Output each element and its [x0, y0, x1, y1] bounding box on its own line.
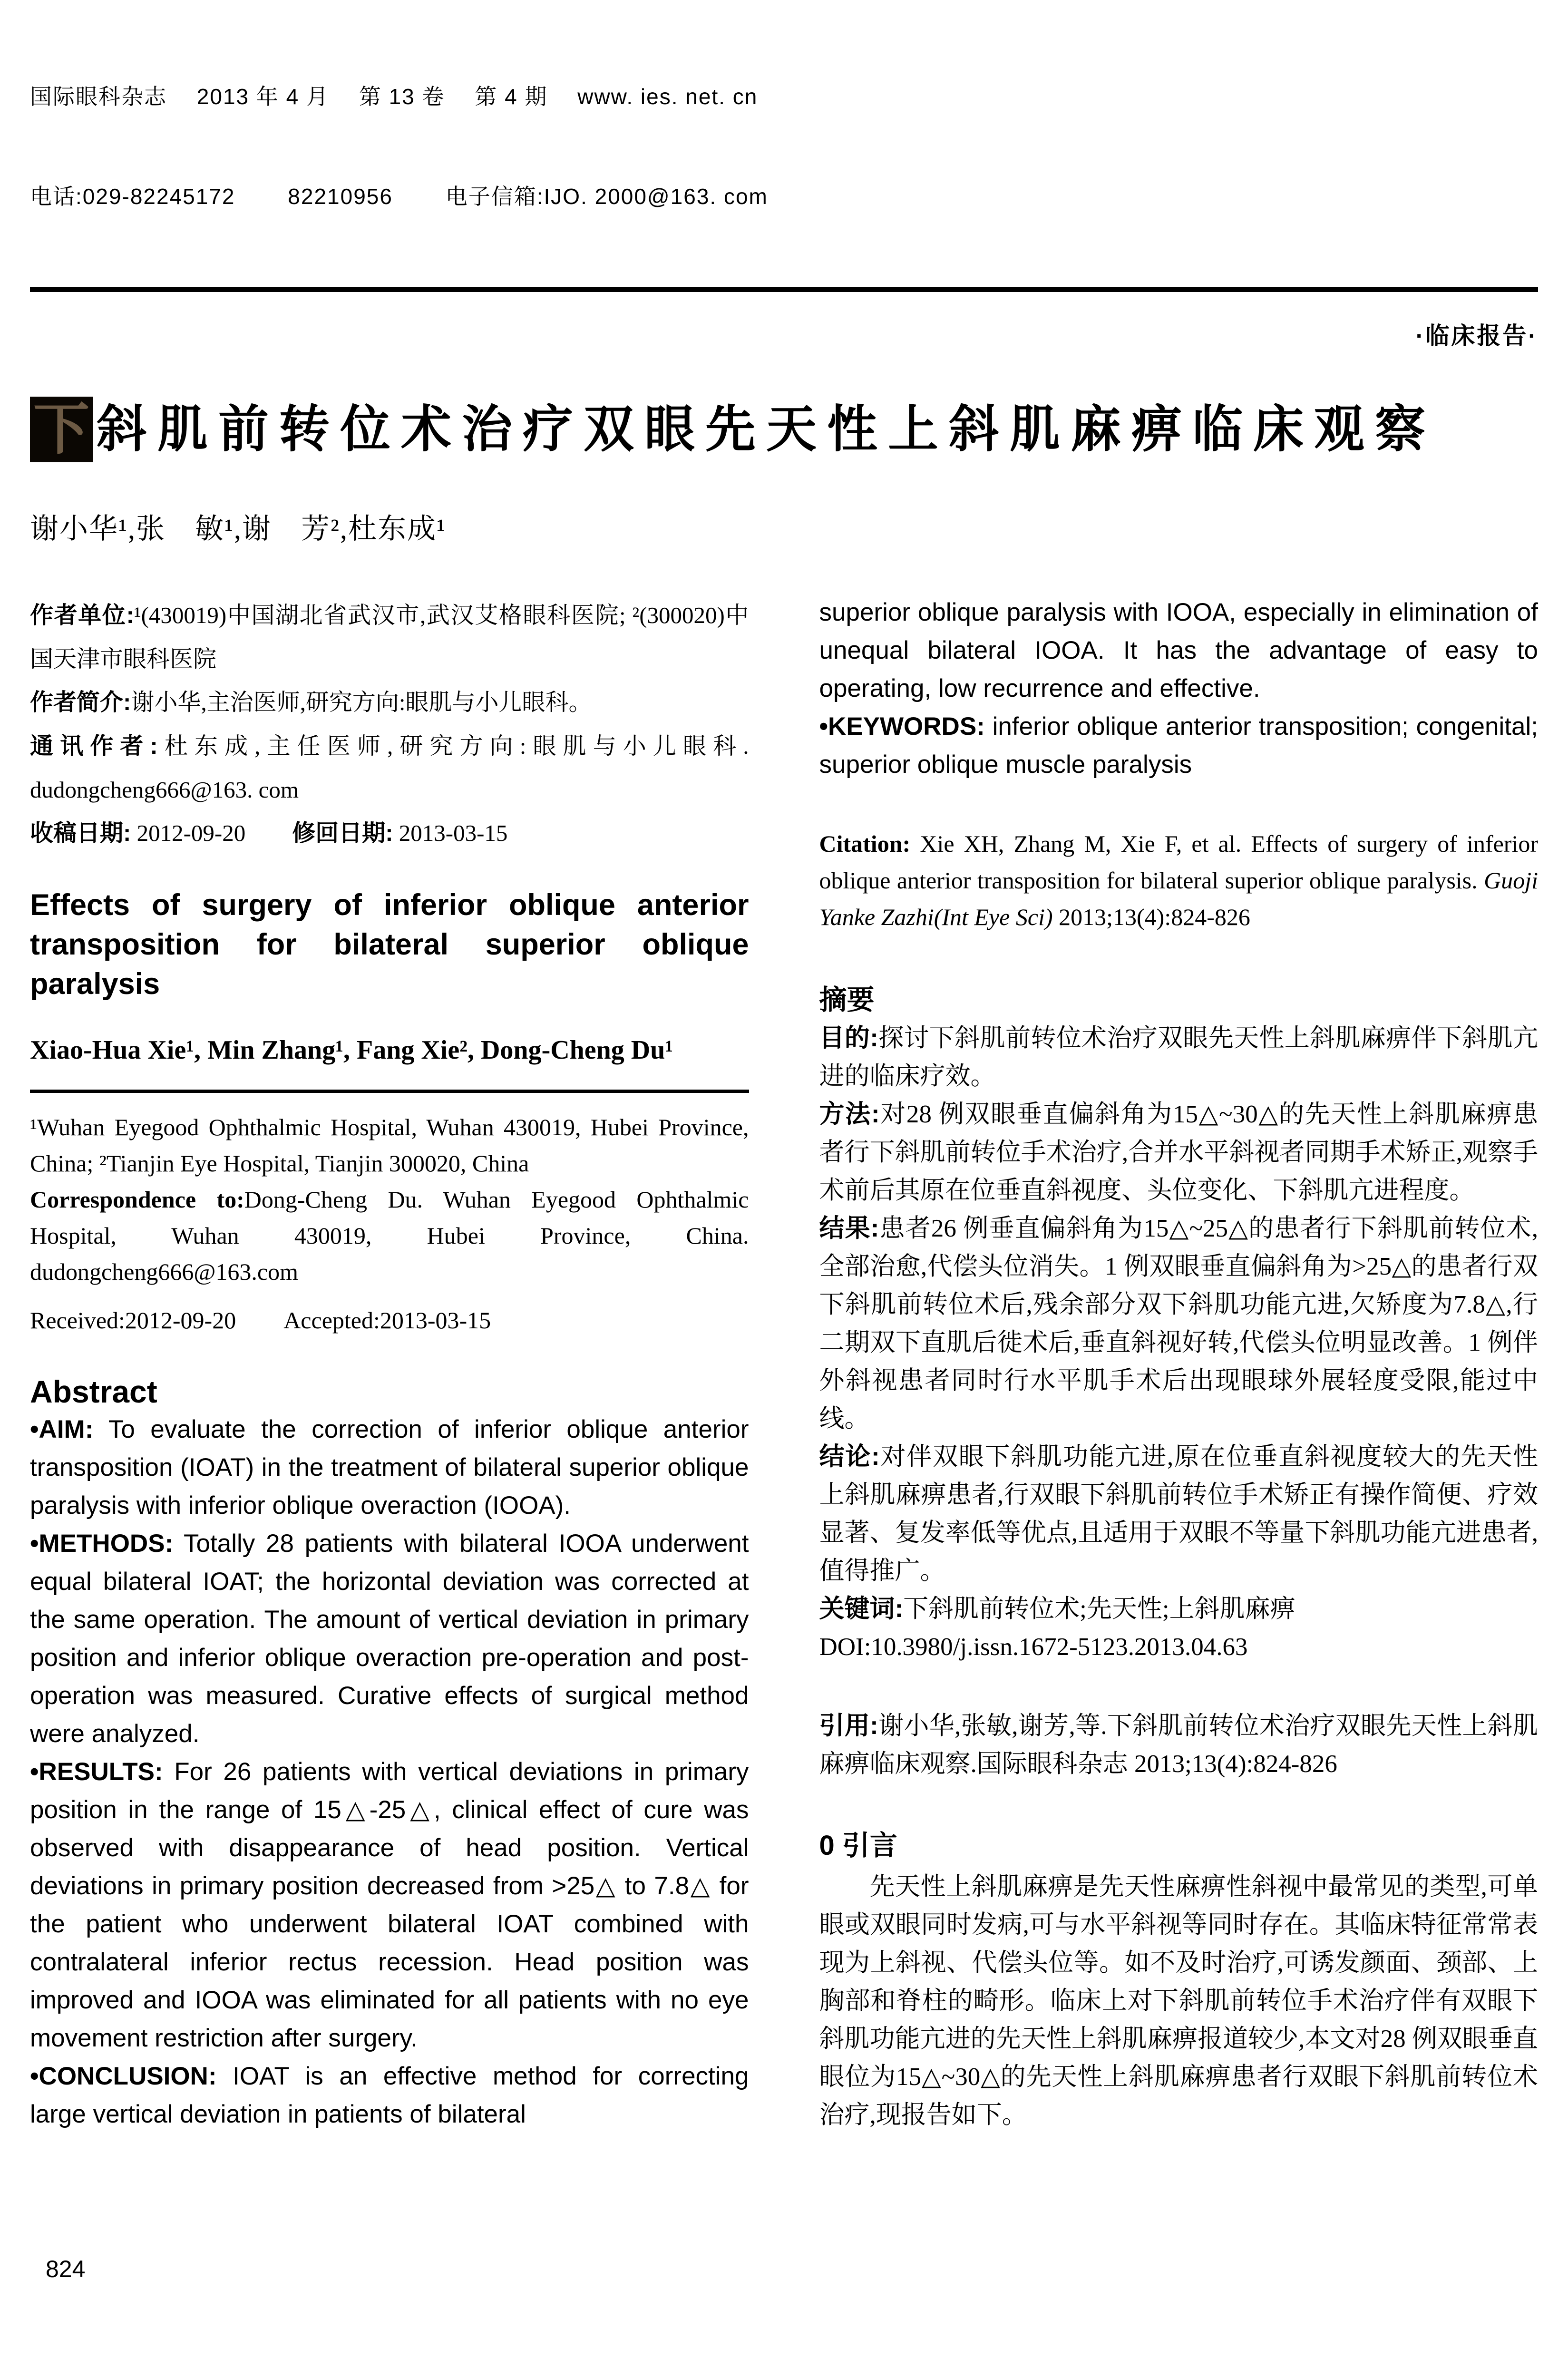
keywords-cn-label: 关键词:	[819, 1595, 904, 1623]
right-column	[819, 594, 1539, 2134]
abstract-cn-conclusion	[819, 1438, 1539, 1590]
abstract-aim-text: To evaluate the correction of inferior oblique anterior transposition (IOAT) in the treatment of bilateral superior oblique paralysis with inferior oblique overaction (IOOA).	[30, 1415, 749, 1520]
abstract-aim	[30, 1411, 749, 1525]
abstract-conclusion-text: IOAT is an effective method for correcting large vertical deviation in patients of bilateral	[30, 2062, 749, 2128]
corresponding-author-cn	[30, 724, 749, 811]
header-divider	[30, 287, 1538, 292]
abstract-cn-results	[819, 1209, 1539, 1438]
author-bio-cn-label: 作者简介:	[30, 690, 131, 715]
abstract-cn-methods-text: 对28 例双眼垂直偏斜角为15△~30△的先天性上斜肌麻痹患者行下斜肌前转位手术治疗,合并水平斜视者同期手术矫正,观察手术前后其原在位垂直斜视度、头位变化、下斜肌亢进程度。	[819, 1101, 1538, 1204]
author-bio-cn-text: 谢小华,主治医师,研究方向:眼肌与小儿眼科。	[131, 689, 592, 715]
abstract-cn-conclusion-label: 结论:	[819, 1442, 880, 1471]
citation-cn-text: 谢小华,张敏,谢芳,等.下斜肌前转位术治疗双眼先天性上斜肌麻痹临床观察.国际眼科杂志 2013;13(4):824-826	[819, 1712, 1539, 1778]
abstract-continued-text: superior oblique paralysis with IOOA, especially in elimination of unequal bilateral IOOA. It has the advantage of easy to operating, low recurrence and effective.	[819, 598, 1538, 702]
author-affiliation-cn	[30, 594, 749, 681]
abstract-en	[30, 1411, 749, 2133]
abstract-cn-aim-text: 探讨下斜肌前转位术治疗双眼先天性上斜肌麻痹伴下斜肌亢进的临床疗效。	[819, 1024, 1538, 1090]
abstract-en-continued	[819, 594, 1539, 784]
abstract-conclusion-label: •CONCLUSION:	[30, 2062, 217, 2090]
corresponding-author-cn-label: 通讯作者:	[30, 733, 158, 759]
abstract-cn-aim-label: 目的:	[819, 1024, 878, 1052]
author-affiliation-cn-text: ¹(430019)中国湖北省武汉市,武汉艾格眼科医院; ²(300020)中国天津市眼科医院	[30, 602, 749, 672]
two-column-body	[30, 594, 1538, 2134]
citation-text-before: Xie XH, Zhang M, Xie F, et al. Effects of surgery of inferior oblique anterior transposition for bilateral superior oblique paralysis.	[819, 830, 1538, 894]
citation-journal-name: Guoji Yanke Zazhi(Int Eye Sci)	[819, 867, 1538, 930]
journal-header	[30, 13, 1538, 280]
correspondence-text: Dong-Cheng Du. Wuhan Eyegood Ophthalmic Hospital, Wuhan 430019, Hubei Province, China. dudongcheng666@163.com	[30, 1186, 749, 1285]
footnote-divider	[30, 1090, 749, 1093]
abstract-methods-text: Totally 28 patients with bilateral IOOA underwent equal bilateral IOAT; the horizontal deviation was corrected at the same operation. The amount of vertical deviation in primary position and inferior oblique overaction pre-operation and post-operation was measured. Curative effects of surgical method were analyzed.	[30, 1529, 749, 1748]
article-title-cn-text: 斜肌前转位术治疗双眼先天性上斜肌麻痹临床观察	[97, 401, 1436, 458]
correspondence-en	[30, 1181, 749, 1290]
abstract-aim-label: •AIM:	[30, 1415, 94, 1443]
abstract-heading: Abstract	[30, 1374, 157, 1409]
affiliation-block	[30, 1109, 749, 1338]
affiliation-en: ¹Wuhan Eyegood Ophthalmic Hospital, Wuhan 430019, Hubei Province, China; ²Tianjin Eye Hospital, Tianjin 300020, China	[30, 1114, 749, 1177]
left-column	[30, 594, 749, 2134]
abstract-cn-aim	[819, 1019, 1539, 1095]
journal-header-line1: 国际眼科杂志 2013 年 4 月 第 13 卷 第 4 期 www. ies. net. cn	[30, 84, 758, 109]
introduction-text: 先天性上斜肌麻痹是先天性麻痹性斜视中最常见的类型,可单眼或双眼同时发病,可与水平斜视等同时存在。其临床特征常常表现为上斜视、代偿头位等。如不及时治疗,可诱发颜面、颈部、上胸部和脊柱的畸形。临床上对下斜肌前转位手术治疗伴有双眼下斜肌功能亢进的先天性上斜肌麻痹报道较少,本文对28 例双眼垂直眼位为15△~30△的先天性上斜肌麻痹患者行双眼下斜肌前转位术治疗,现报告如下。	[819, 1873, 1538, 2129]
page-number: 824	[46, 2256, 86, 2282]
introduction-heading: 0 引言	[819, 1830, 897, 1861]
citation-label: Citation:	[819, 830, 911, 857]
drop-cap-character: 下	[30, 397, 93, 462]
article-title-cn	[30, 397, 1538, 462]
keywords-cn-text: 下斜肌前转位术;先天性;上斜肌麻痹	[903, 1595, 1295, 1623]
abstract-cn-methods	[819, 1095, 1539, 1209]
journal-header-line2: 电话:029-82245172 82210956 电子信箱:IJO. 2000@163. com	[30, 184, 768, 209]
keywords-en-label: •KEYWORDS:	[819, 712, 985, 740]
abstract-cn-results-label: 结果:	[819, 1214, 879, 1242]
received-date: 2012-09-20	[131, 820, 292, 846]
abstract-results-label: •RESULTS:	[30, 1758, 163, 1786]
dates-cn	[30, 811, 749, 855]
abstract-cn-heading: 摘要	[819, 984, 875, 1015]
abstract-cn	[819, 1019, 1539, 1666]
abstract-results-text: For 26 patients with vertical deviations in primary position in the range of 15△-25△, clinical effect of cure was observed with disappearance of head position. Vertical deviations in primary position decreased from >25△ to 7.8△ for the patient who underwent bilateral IOAT combined with contralateral inferior rectus recession. Head position was improved and IOOA was eliminated for all patients with no eye movement restriction after surgery.	[30, 1758, 749, 2052]
revised-date: 2013-03-15	[393, 820, 508, 846]
abstract-methods-label: •METHODS:	[30, 1529, 174, 1558]
authors-en: Xiao-Hua Xie¹, Min Zhang¹, Fang Xie², Dong-Cheng Du¹	[30, 1035, 673, 1065]
revised-date-label: 修回日期:	[292, 820, 393, 846]
authors-cn: 谢小华¹,张 敏¹,谢 芳²,杜东成¹	[30, 513, 446, 545]
citation-cn	[819, 1707, 1539, 1783]
author-info-block	[30, 594, 749, 855]
corresponding-author-cn-text: 杜东成,主任医师,研究方向:眼肌与小儿眼科. dudongcheng666@163. com	[30, 733, 749, 803]
introduction-section	[819, 1868, 1539, 2134]
section-label: ·临床报告·	[1415, 322, 1538, 349]
abstract-methods	[30, 1525, 749, 1753]
citation-en	[819, 826, 1539, 935]
abstract-cn-conclusion-text: 对伴双眼下斜肌功能亢进,原在位垂直斜视度较大的先天性上斜肌麻痹患者,行双眼下斜肌前转位手术矫正有操作简便、疗效显著、复发率低等优点,且适用于双眼不等量下斜肌功能亢进患者,值得推广。	[819, 1443, 1539, 1585]
keywords-en-text: inferior oblique anterior transposition; congenital; superior oblique muscle paralysis	[819, 712, 1538, 779]
abstract-cn-results-text: 患者26 例垂直偏斜角为15△~25△的患者行下斜肌前转位术,全部治愈,代偿头位消失。1 例双眼垂直偏斜角为>25△的患者行双下斜肌前转位术后,残余部分双下斜肌功能亢进,欠矫度为7.8△,行二期双下直肌后徙术后,垂直斜视好转,代偿头位明显改善。1 例伴外斜视患者同时行水平肌手术后出现眼球外展轻度受限,能过中线。	[819, 1215, 1538, 1432]
author-affiliation-cn-label: 作者单位:	[30, 603, 134, 628]
keywords-en	[819, 708, 1539, 784]
citation-text-after: 2013;13(4):824-826	[1052, 904, 1250, 930]
correspondence-label: Correspondence to:	[30, 1186, 244, 1213]
abstract-cn-methods-label: 方法:	[819, 1100, 880, 1128]
citation-cn-label: 引用:	[819, 1712, 878, 1740]
received-date-label: 收稿日期:	[30, 820, 131, 846]
author-bio-cn	[30, 681, 749, 724]
abstract-conclusion	[30, 2057, 749, 2133]
keywords-cn	[819, 1590, 1539, 1628]
doi-line: DOI:10.3980/j.issn.1672-5123.2013.04.63	[819, 1633, 1248, 1661]
article-title-en: Effects of surgery of inferior oblique anterior transposition for bilateral superior oblique paralysis	[30, 888, 749, 1001]
abstract-results	[30, 1753, 749, 2057]
received-accepted: Received:2012-09-20 Accepted:2013-03-15	[30, 1307, 491, 1334]
